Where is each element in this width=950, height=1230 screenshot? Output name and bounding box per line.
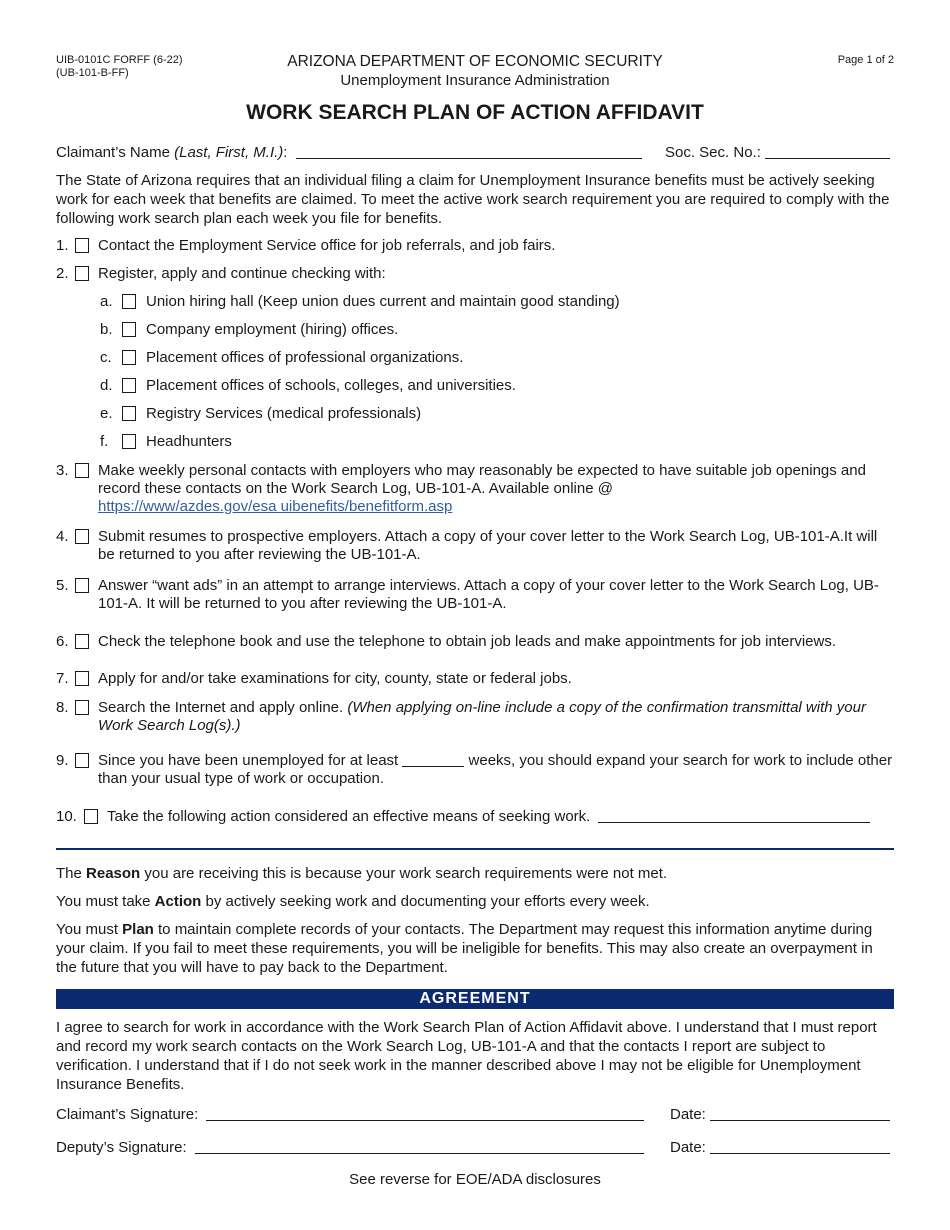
checkbox[interactable]: [75, 671, 89, 686]
ssn-field[interactable]: [765, 144, 890, 159]
sub-item-letter: b.: [100, 321, 113, 338]
checkbox[interactable]: [122, 350, 136, 365]
claimant-date-line: [670, 1106, 890, 1124]
sub-item-letter: d.: [100, 377, 113, 394]
item-text: [98, 752, 894, 788]
item-text: [98, 462, 894, 516]
date-label: Date:: [670, 1139, 706, 1156]
other-action-field[interactable]: [598, 808, 870, 823]
sub-item-text: Union hiring hall (Keep union dues current and maintain good standing): [146, 293, 620, 310]
checkbox[interactable]: [84, 809, 98, 824]
action-pre: You must take: [56, 893, 155, 910]
deputy-signature-line: [56, 1139, 644, 1157]
claimant-name-field[interactable]: [296, 144, 642, 159]
sub-item-text: Placement offices of schools, colleges, and universities.: [146, 377, 516, 394]
sub-item-text: Headhunters: [146, 433, 232, 450]
claimant-signature-label: Claimant’s Signature:: [56, 1106, 199, 1123]
sub-item-text: Company employment (hiring) offices.: [146, 321, 399, 338]
item-number: 7.: [56, 670, 69, 687]
item-number: 4.: [56, 528, 69, 545]
action-bold: Action: [154, 893, 202, 910]
item-text-note: (When applying on-line include a copy of the confirmation transmittal with your Work Search Log(s).): [98, 699, 866, 734]
sub-item-letter: a.: [100, 293, 113, 310]
checkbox[interactable]: [75, 529, 89, 544]
footer-note: See reverse for EOE/ADA disclosures: [349, 1171, 601, 1188]
agreement-heading: AGREEMENT: [56, 989, 894, 1009]
date-label: Date:: [670, 1106, 706, 1123]
reason-paragraph: [56, 864, 894, 883]
claimant-signature-line: [56, 1106, 644, 1124]
deputy-date-field[interactable]: [710, 1139, 890, 1154]
section-divider: [56, 848, 894, 850]
item-text-body: Take the following action considered an effective means of seeking work.: [107, 808, 591, 825]
sub-item-letter: c.: [100, 349, 112, 366]
claimant-name-colon: :: [283, 144, 288, 161]
item-number: 5.: [56, 577, 69, 594]
agency-name: ARIZONA DEPARTMENT OF ECONOMIC SECURITY: [287, 53, 663, 70]
checkbox[interactable]: [75, 753, 89, 768]
item-text-after: weeks, you should expand your search for work to include other than your usual type of work or occupation.: [98, 752, 893, 787]
item-number: 2.: [56, 265, 69, 282]
checkbox[interactable]: [75, 463, 89, 478]
agreement-text: I agree to search for work in accordance with the Work Search Plan of Action Affidavit above. I understand that I must report and record my work search contacts on the Work Search Log, UB-101-A and that the contacts I report are subject to verification. I understand that if I do not seek work in the manner described above I may not be eligible for Unemployment Insurance Benefits.: [56, 1019, 877, 1093]
item-number: 10.: [56, 808, 77, 825]
deputy-date-line: [670, 1139, 890, 1157]
benefit-form-link[interactable]: https://www/azdes.gov/esa uibenefits/benefitform.asp: [98, 498, 453, 515]
checkbox[interactable]: [122, 294, 136, 309]
item-text: Register, apply and continue checking with:: [98, 265, 386, 282]
claimant-name-hint: (Last, First, M.I.): [174, 144, 284, 161]
checkbox[interactable]: [75, 578, 89, 593]
form-number: UIB-0101C FORFF (6-22): [56, 54, 183, 66]
deputy-signature-label: Deputy’s Signature:: [56, 1139, 187, 1156]
sub-item-letter: f.: [100, 433, 109, 450]
form-subnumber: (UB-101-B-FF): [56, 67, 129, 79]
item-number: 1.: [56, 237, 69, 254]
checkbox[interactable]: [75, 700, 89, 715]
deputy-signature-field[interactable]: [195, 1139, 644, 1154]
plan-paragraph: [56, 920, 894, 977]
intro-paragraph: The State of Arizona requires that an individual filing a claim for Unemployment Insurance benefits must be actively seeking work for each week that benefits are claimed. To meet the active work search requirement you are required to comply with the following work search plan each week you file for benefits.: [56, 172, 890, 227]
plan-pre: You must: [56, 921, 123, 938]
form-page: [56, 0, 894, 1230]
sub-item-letter: e.: [100, 405, 113, 422]
page-label: Page 1 of 2: [837, 54, 894, 66]
page-title: WORK SEARCH PLAN OF ACTION AFFIDAVIT: [246, 101, 704, 124]
claimant-date-field[interactable]: [710, 1106, 890, 1121]
checkbox[interactable]: [75, 238, 89, 253]
sub-item-text: Placement offices of professional organizations.: [146, 349, 464, 366]
item-text-before: Since you have been unemployed for at least: [98, 752, 403, 769]
checkbox[interactable]: [122, 434, 136, 449]
claimant-name-label: Claimant’s Name: [56, 144, 175, 161]
reason-bold: Reason: [86, 865, 141, 882]
plan-bold: Plan: [122, 921, 154, 938]
sub-item-text: Registry Services (medical professionals): [146, 405, 422, 422]
action-paragraph: [56, 892, 894, 911]
reason-pre: The: [56, 865, 87, 882]
item-text: [107, 808, 894, 826]
item-number: 6.: [56, 633, 69, 650]
checkbox[interactable]: [122, 322, 136, 337]
claimant-signature-field[interactable]: [206, 1106, 644, 1121]
item-text: Apply for and/or take examinations for city, county, state or federal jobs.: [98, 670, 572, 687]
item-text: Submit resumes to prospective employers. Attach a copy of your cover letter to the Work Search Log, UB-101-A.It will be returned to you after reviewing the UB-101-A.: [98, 528, 878, 563]
item-text: Check the telephone book and use the telephone to obtain job leads and make appointments for job interviews.: [98, 633, 836, 650]
plan-post: to maintain complete records of your contacts. The Department may request this information anytime during your claim. If you fail to meet these requirements, you will be ineligible for benefits. This may also create an overpayment in the future that you will have to pay back to the Department.: [56, 921, 873, 976]
division-name: Unemployment Insurance Administration: [340, 72, 610, 89]
reason-post: you are receiving this is because your work search requirements were not met.: [140, 865, 668, 882]
item-text-body: Make weekly personal contacts with employers who may reasonably be expected to have suitable job openings and record these contacts on the Work Search Log, UB-101-A. Available online @: [98, 462, 866, 497]
checkbox[interactable]: [122, 406, 136, 421]
weeks-field[interactable]: [402, 752, 464, 767]
item-text-body: Search the Internet and apply online.: [98, 699, 348, 716]
checkbox[interactable]: [122, 378, 136, 393]
item-text: [98, 699, 894, 735]
ssn-label: Soc. Sec. No.:: [665, 144, 761, 161]
item-number: 8.: [56, 699, 69, 716]
checkbox[interactable]: [75, 266, 89, 281]
item-number: 9.: [56, 752, 69, 769]
ssn-line: [665, 144, 890, 162]
item-text: Contact the Employment Service office for job referrals, and job fairs.: [98, 237, 556, 254]
checkbox[interactable]: [75, 634, 89, 649]
item-text: Answer “want ads” in an attempt to arrange interviews. Attach a copy of your cover letter to the Work Search Log, UB-101-A. It will be returned to you after reviewing the UB-101-A.: [98, 577, 879, 612]
action-post: by actively seeking work and documenting your efforts every week.: [201, 893, 650, 910]
item-number: 3.: [56, 462, 69, 479]
